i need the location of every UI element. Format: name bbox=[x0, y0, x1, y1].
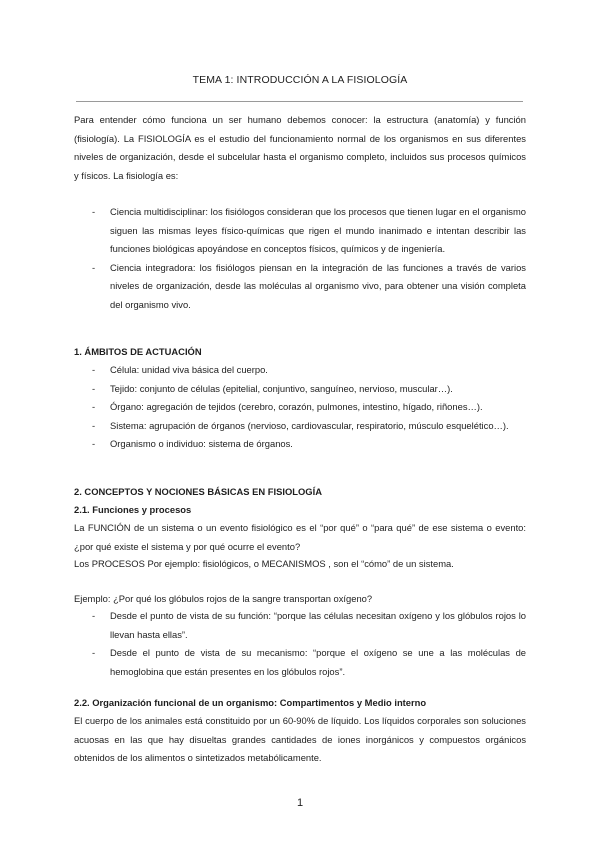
bullet-dash: - bbox=[92, 610, 96, 621]
list-item-text: Ciencia integradora: los fisiólogos piensan en la integración de las funciones a través de varios niveles de organización, desde las moléculas al organismo vivo, para obtener una visión completa del organismo vivo. bbox=[110, 261, 526, 310]
bullet-dash: - bbox=[92, 261, 96, 273]
list-item-text: Sistema: agrupación de órganos (nervioso, cardiovascular, respiratorio, músculo esquelético…). bbox=[110, 419, 509, 431]
list-item-text: Desde el punto de vista de su función: “porque las células necesitan oxígeno y los glóbulos rojos lo llevan hasta ellas”. bbox=[110, 610, 526, 640]
processes-paragraph: Los PROCESOS Por ejemplo: fisiológicos, o MECANISMOS , son el “cómo” de un sistema. bbox=[74, 558, 454, 569]
subsection-2-1-heading: 2.1. Funciones y procesos bbox=[74, 504, 192, 515]
list-item bbox=[92, 644, 526, 681]
bullet-dash: - bbox=[92, 382, 96, 394]
list-item-text: Ciencia multidisciplinar: los fisiólogos consideran que los procesos que tienen lugar en el organismo siguen las mismas leyes físico-químicas que rigen el mundo inanimado e intentan describir las funciones biológicas apoyándose en conceptos físicos, químicos y de ingeniería. bbox=[110, 206, 526, 255]
list-item-text: Célula: unidad viva básica del cuerpo. bbox=[110, 364, 268, 375]
subsection-2-2-heading: 2.2. Organización funcional de un organismo: Compartimentos y Medio interno bbox=[74, 697, 427, 708]
bullet-dash: - bbox=[92, 206, 96, 217]
bullet-dash: - bbox=[92, 647, 96, 659]
bullet-dash: - bbox=[92, 438, 96, 450]
list-item bbox=[92, 435, 526, 454]
function-paragraph: La FUNCIÓN de un sistema o un evento fisiológico es el “por qué” o “para qué” de ese sistema o evento: ¿por qué existe el sistema y por qué ocurre el evento? bbox=[74, 522, 526, 552]
list-item-text: Órgano: agregación de tejidos (cerebro, corazón, pulmones, intestino, hígado, riñones…). bbox=[110, 401, 483, 413]
list-item bbox=[92, 417, 526, 436]
page-title: TEMA 1: INTRODUCCIÓN A LA FISIOLOGÍA bbox=[192, 74, 408, 86]
section-2-heading: 2. CONCEPTOS Y NOCIONES BÁSICAS EN FISIOLOGÍA bbox=[74, 486, 322, 497]
bullet-dash: - bbox=[92, 364, 96, 375]
intro-bullet-list bbox=[92, 203, 526, 315]
list-item-text: Tejido: conjunto de células (epitelial, conjuntivo, sanguíneo, nervioso, muscular…). bbox=[110, 382, 453, 394]
list-item-text: Desde el punto de vista de su mecanismo: “porque el oxígeno se une a las moléculas de hemoglobina que están presentes en los glóbulos rojos”. bbox=[110, 647, 526, 677]
list-item bbox=[92, 398, 526, 417]
example-bullet-list bbox=[92, 607, 526, 681]
bullet-dash: - bbox=[92, 401, 96, 413]
list-item bbox=[92, 203, 526, 259]
section-1-bullet-list bbox=[92, 361, 526, 454]
example-question: Ejemplo: ¿Por qué los glóbulos rojos de la sangre transportan oxígeno? bbox=[74, 593, 373, 604]
list-item bbox=[92, 607, 526, 644]
bullet-dash: - bbox=[92, 419, 96, 431]
intro-paragraph: Para entender cómo funciona un ser humano debemos conocer: la estructura (anatomía) y función (fisiología). La FISIOLOGÍA es el estudio del funcionamiento normal de los organismos en sus diferentes niveles de organización, desde el subcelular hasta el organismo completo, incluidos sus procesos químicos y físicos. La fisiología es: bbox=[74, 114, 526, 181]
body-fluids-paragraph: El cuerpo de los animales está constituido por un 60-90% de líquido. Los líquidos corporales son soluciones acuosas en las que hay disueltas grandes cantidades de iones inorgánicos y compuestos orgánicos obtenidos de los alimentos o sintetizados metabólicamente. bbox=[74, 715, 526, 764]
page-number: 1 bbox=[296, 797, 304, 809]
title-divider bbox=[76, 101, 523, 102]
list-item bbox=[92, 380, 526, 399]
list-item bbox=[92, 259, 526, 315]
section-1-heading: 1. ÁMBITOS DE ACTUACIÓN bbox=[74, 346, 202, 357]
list-item-text: Organismo o individuo: sistema de órganos. bbox=[110, 438, 293, 450]
list-item bbox=[92, 361, 526, 380]
